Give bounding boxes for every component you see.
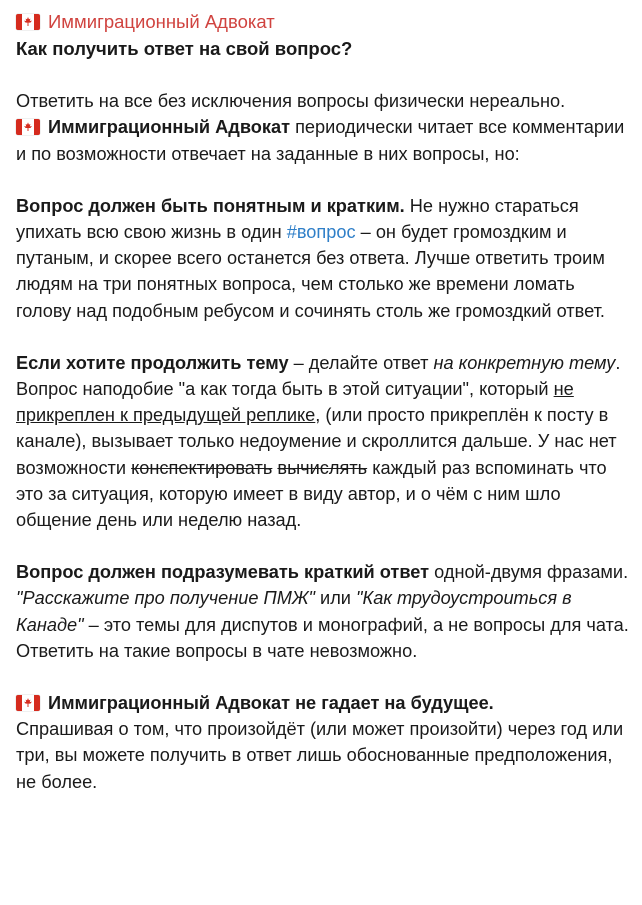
p4-text3: – это темы для диспутов и монографий, а не вопросы для чата. Ответить на такие вопросы в чате невозможно. [16, 614, 629, 661]
intro-rest: периодически читает все комментарии и по возможности отвечает на заданные в них вопросы, но: [16, 117, 625, 164]
message-bubble [16, 8, 634, 795]
rule-heading-brief: Вопрос должен подразумевать краткий ответ [16, 562, 430, 583]
paragraph-no-predictions [16, 690, 634, 795]
paragraph-brief-answer [16, 559, 634, 664]
rule-heading-continue: Если хотите продолжить тему [16, 352, 289, 373]
channel-name-bold: Иммиграционный Адвокат [48, 117, 291, 138]
p3-italic: на конкретную тему [433, 352, 616, 373]
p4-text1: одной-двумя фразами. [429, 562, 629, 583]
paragraph-intro [16, 88, 634, 167]
p4-text2: или [314, 588, 357, 609]
channel-name[interactable]: Иммиграционный Адвокат [48, 11, 275, 32]
hashtag-link[interactable]: #вопрос [286, 222, 356, 243]
p2-text2: – он будет громоздким и путаным, и скорее всего останется без ответа. Лучше ответить троим людям на три понятных вопроса, чем столько же времени ломать голову над подобным ребусом и сочинять столь же громоздкий ответ. [16, 222, 605, 321]
rule-heading-future: Иммиграционный Адвокат не гадает на будущее. [48, 693, 494, 714]
canada-flag-icon [16, 14, 40, 30]
p4-italic2: "Как трудоустроиться в Канаде" [16, 588, 572, 635]
post-title: Как получить ответ на свой вопрос? [16, 38, 353, 59]
p3-text1: – делайте ответ [288, 352, 434, 373]
p2-text1: Не нужно стараться упихать всю свою жизнь в один [16, 195, 579, 243]
p3-text3: , (или просто прикреплён к посту в канале), вызывает только недоумение и скроллится дальше. У нас нет возможности [16, 405, 617, 478]
p3-text4: каждый раз вспоминать что это за ситуация, которую имеет в виду автор, и о чём с ним шло общение день или неделю назад. [16, 457, 607, 531]
rule-heading-short: Вопрос должен быть понятным и кратким. [16, 195, 405, 216]
p3-underline: не прикреплен к предыдущей реплике [16, 379, 574, 426]
canada-flag-icon [16, 695, 40, 711]
paragraph-continue-topic [16, 350, 634, 533]
p3-strike1: конспектировать [131, 457, 273, 478]
p3-text2: . Вопрос наподобие "а как тогда быть в этой ситуации", который [16, 352, 621, 400]
intro-line: Ответить на все без исключения вопросы физически нереально. [16, 91, 566, 112]
p5-rest: Спрашивая о том, что произойдёт (или может произойти) через год или три, вы можете получить в ответ лишь обоснованные предположения, не более. [16, 719, 624, 792]
p4-italic1: "Расскажите про получение ПМЖ" [16, 588, 315, 609]
canada-flag-icon [16, 119, 40, 135]
channel-sender[interactable] [16, 8, 634, 36]
p3-strike2: вычислять [277, 457, 368, 478]
paragraph-short-question [16, 193, 634, 324]
